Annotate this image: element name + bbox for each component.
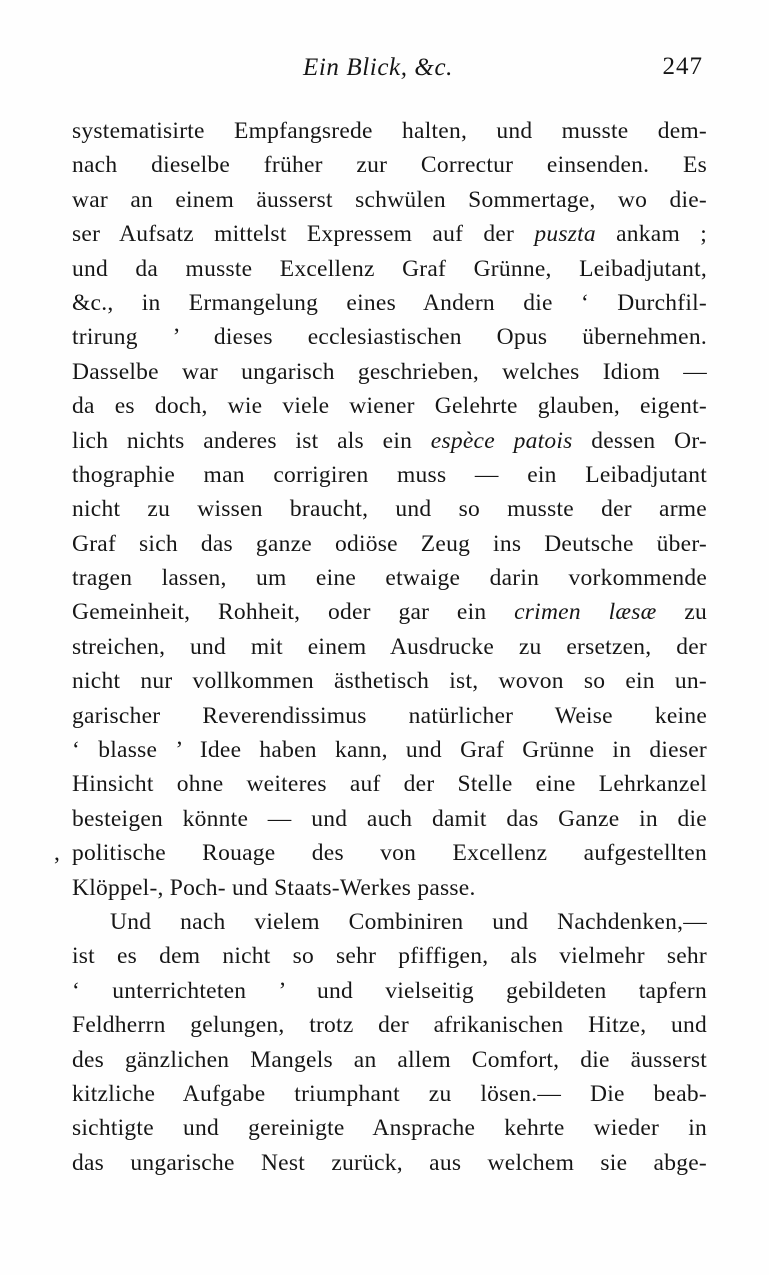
text-line xyxy=(72,699,707,733)
text-segment: thographie man corrigiren muss — ein Leibadjutant xyxy=(72,461,707,488)
italic-text-segment: crimen læsæ xyxy=(514,599,657,626)
text-line xyxy=(72,355,707,389)
text-segment: nicht zu wissen braucht, und so musste der arme xyxy=(72,496,707,523)
text-line xyxy=(72,183,707,217)
text-line xyxy=(72,974,707,1008)
text-segment: Feldherrn gelungen, trotz der afrikanischen Hitze, und xyxy=(72,1012,707,1039)
text-segment: da es doch, wie viele wiener Gelehrte glauben, eigent- xyxy=(72,393,707,420)
text-segment: Gemeinheit, Rohheit, oder gar ein xyxy=(72,599,515,626)
text-segment: Dasselbe war ungarisch geschrieben, welches Idiom — xyxy=(72,358,707,385)
text-segment: ‘ unterrichteten ’ und vielseitig gebildeten tapfern xyxy=(72,977,707,1004)
text-segment: garischer Reverendissimus natürlicher Weise keine xyxy=(72,702,707,729)
running-header-title: Ein Blick, &c. xyxy=(302,54,454,81)
text-segment: trirung ’ dieses ecclesiastischen Opus übernehmen. xyxy=(72,324,707,351)
text-line xyxy=(72,1077,707,1111)
text-line xyxy=(72,595,707,629)
text-segment: Hinsicht ohne weiteres auf der Stelle eine Lehrkanzel xyxy=(72,771,707,798)
text-segment: zu xyxy=(656,599,708,626)
text-line xyxy=(72,1111,707,1145)
text-line xyxy=(72,733,707,767)
text-line xyxy=(72,424,707,458)
text-segment: Graf sich das ganze odiöse Zeug ins Deutsche über- xyxy=(72,530,707,557)
text-line xyxy=(72,286,707,320)
text-segment: ist es dem nicht so sehr pfiffigen, als vielmehr sehr xyxy=(72,943,707,970)
text-line xyxy=(72,905,707,939)
text-line xyxy=(72,1146,707,1180)
text-line xyxy=(54,836,707,870)
text-line xyxy=(72,389,707,423)
text-segment: systematisirte Empfangsrede halten, und musste dem- xyxy=(72,118,707,144)
text-line xyxy=(72,939,707,973)
text-segment: des gänzlichen Mangels an allem Comfort, die äusserst xyxy=(72,1046,707,1073)
text-segment: sichtigte und gereinigte Ansprache kehrte wieder in xyxy=(72,1115,707,1142)
text-segment: lich nichts anderes ist als ein xyxy=(72,427,431,454)
text-line xyxy=(72,320,707,354)
text-line xyxy=(72,114,707,148)
text-segment: tragen lassen, um eine etwaige darin vorkommende xyxy=(72,565,707,592)
margin-artifact: , xyxy=(54,840,61,867)
text-line xyxy=(72,527,707,561)
text-line xyxy=(72,802,707,836)
text-line xyxy=(72,252,707,286)
text-line xyxy=(72,1008,707,1042)
text-line xyxy=(72,871,707,905)
italic-text-segment: puszta xyxy=(534,221,596,248)
text-segment: besteigen könnte — und auch damit das Ganze in die xyxy=(72,805,707,832)
text-segment: ‘ blasse ’ Idee haben kann, und Graf Grünne in dieser xyxy=(72,737,707,764)
page-body xyxy=(54,114,708,1180)
text-line xyxy=(72,458,707,492)
text-line xyxy=(72,148,707,182)
text-line xyxy=(72,217,707,251)
text-segment: ankam ; xyxy=(595,221,707,248)
text-segment: war an einem äusserst schwülen Sommertage, wo die- xyxy=(72,186,707,213)
text-segment: kitzliche Aufgabe triumphant zu lösen.— Die beab- xyxy=(72,1080,707,1107)
text-line xyxy=(72,492,707,526)
text-segment: das ungarische Nest zurück, aus welchem sie abge- xyxy=(72,1149,707,1176)
text-segment: und da musste Excellenz Graf Grünne, Leibadjutant, xyxy=(72,255,707,282)
text-segment: nach dieselbe früher zur Correctur einsenden. Es xyxy=(72,152,707,179)
italic-text-segment: espèce patois xyxy=(430,427,573,454)
text-segment: &c., in Ermangelung eines Andern die ‘ Durchfil- xyxy=(72,289,707,316)
text-line xyxy=(72,1043,707,1077)
text-segment: nicht nur vollkommen ästhetisch ist, wovon so ein un- xyxy=(72,668,707,695)
text-line xyxy=(72,664,707,698)
text-segment: Klöppel-, Poch- und Staats-Werkes passe. xyxy=(72,874,476,901)
text-line xyxy=(72,561,707,595)
text-line xyxy=(72,767,707,801)
text-line xyxy=(72,630,707,664)
text-segment: ser Aufsatz mittelst Expressem auf der xyxy=(72,221,535,248)
text-segment: dessen Or- xyxy=(572,427,707,454)
text-segment: politische Rouage des von Excellenz aufgestellten xyxy=(72,840,707,867)
text-segment: streichen, und mit einem Ausdrucke zu ersetzen, der xyxy=(72,633,707,660)
page-number: 247 xyxy=(662,53,703,80)
text-segment: Und nach vielem Combiniren und Nachdenken,— xyxy=(110,908,707,935)
